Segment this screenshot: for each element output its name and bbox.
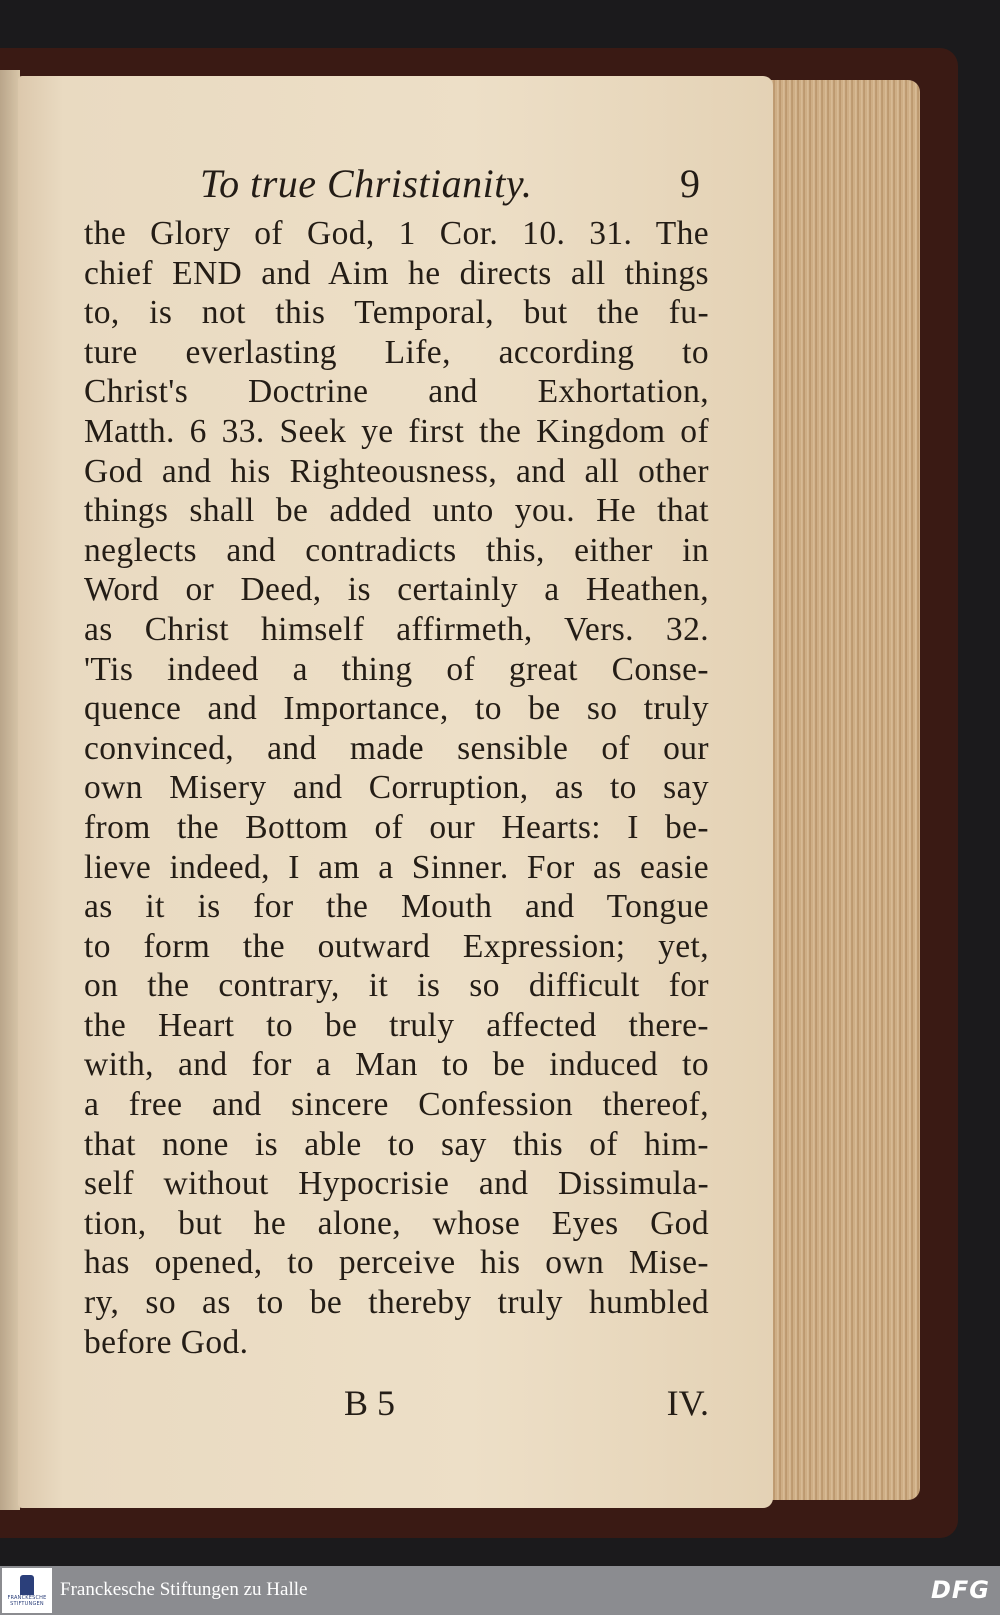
- text-line: lieve indeed, I am a Sinner. For as easie: [84, 848, 709, 886]
- facing-page-edge: [0, 70, 20, 1510]
- institution-logo[interactable]: [2, 1568, 52, 1613]
- text-line: chief END and Aim he directs all things: [84, 254, 709, 292]
- text-line: convinced, and made sensible of our: [84, 729, 709, 767]
- text-line: as Christ himself affirmeth, Vers. 32.: [84, 610, 709, 648]
- text-line: on the contrary, it is so difficult for: [84, 967, 709, 1005]
- text-line: as it is for the Mouth and Tongue: [84, 888, 709, 926]
- building-icon: [20, 1575, 34, 1595]
- page-header: [200, 160, 700, 220]
- text-line: own Misery and Corruption, as to say: [84, 769, 709, 807]
- institution-name[interactable]: Franckesche Stiftungen zu Halle: [60, 1579, 308, 1600]
- text-line: tion, but he alone, whose Eyes God: [84, 1204, 709, 1242]
- text-line: to form the outward Expression; yet,: [84, 927, 709, 965]
- text-line: with, and for a Man to be induced to: [84, 1046, 709, 1084]
- text-line: neglects and contradicts this, either in: [84, 531, 709, 569]
- text-line: that none is able to say this of him-: [84, 1125, 709, 1163]
- text-line: before God.: [84, 1323, 249, 1361]
- viewer-footer-bar: [0, 1566, 1000, 1615]
- text-line: ry, so as to be thereby truly humbled: [84, 1284, 709, 1322]
- page-block-edges: [770, 80, 920, 1500]
- text-line: a free and sincere Confession thereof,: [84, 1086, 709, 1124]
- logo-text: FRANCKESCHE STIFTUNGEN: [7, 1594, 47, 1607]
- text-line: quence and Importance, to be so truly: [84, 690, 709, 728]
- running-title: To true Christianity.: [200, 161, 533, 206]
- text-line: 'Tis indeed a thing of great Conse-: [84, 650, 709, 688]
- text-line: God and his Righteousness, and all other: [84, 452, 709, 490]
- text-line: the Heart to be truly affected there-: [84, 1006, 709, 1044]
- dfg-logo[interactable]: DFG: [930, 1576, 990, 1604]
- body-text: [84, 214, 709, 1362]
- text-line: ture everlasting Life, according to: [84, 333, 709, 371]
- page-footer: [84, 1382, 709, 1426]
- text-line: to, is not this Temporal, but the fu-: [84, 294, 709, 332]
- text-line: Word or Deed, is certainly a Heathen,: [84, 571, 709, 609]
- text-line: has opened, to perceive his own Mise-: [84, 1244, 709, 1282]
- text-line: self without Hypocrisie and Dissimula-: [84, 1165, 709, 1203]
- text-line: the Glory of God, 1 Cor. 10. 31. The: [84, 215, 709, 252]
- text-line: from the Bottom of our Hearts: I be-: [84, 808, 709, 846]
- text-line: things shall be added unto you. He that: [84, 492, 709, 530]
- page-number: 9: [680, 161, 700, 206]
- text-line: Matth. 6 33. Seek ye first the Kingdom of: [84, 412, 709, 450]
- text-line: Christ's Doctrine and Exhortation,: [84, 373, 709, 411]
- catchword: IV.: [666, 1383, 709, 1423]
- signature-mark: B 5: [344, 1383, 396, 1423]
